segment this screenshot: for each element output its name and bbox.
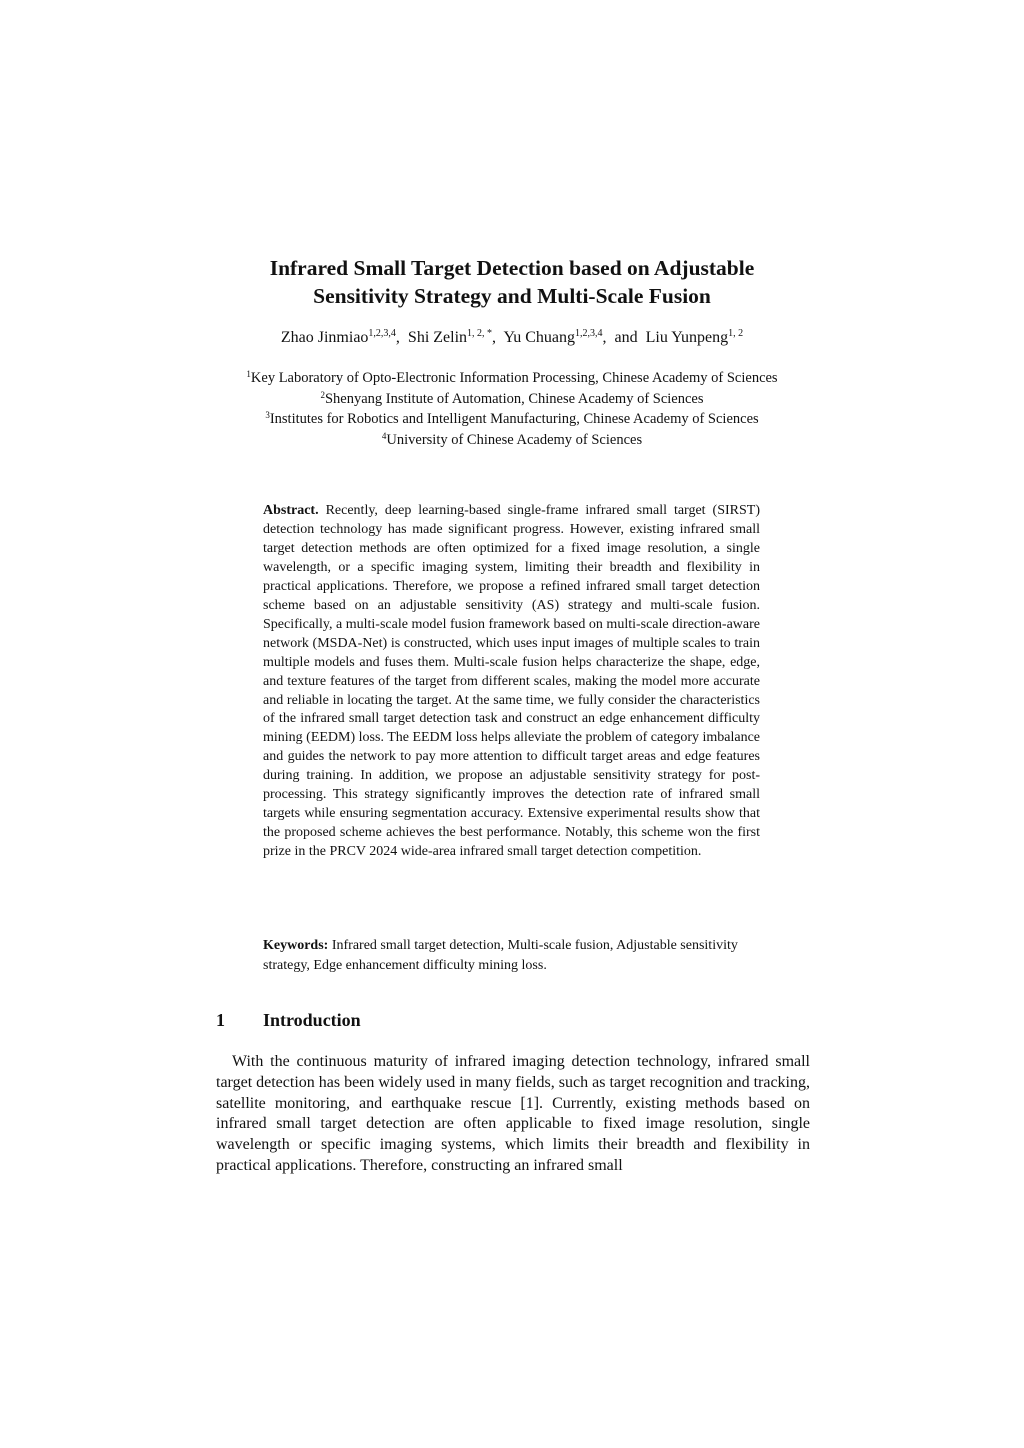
title-line-1: Infrared Small Target Detection based on Adjustable (269, 256, 755, 280)
section-heading-introduction (216, 1008, 361, 1032)
author-name: Shi Zelin (407, 329, 468, 346)
keywords-text: Infrared small target detection, Multi-scale fusion, Adjustable sensitivity strategy, Edge enhancement difficulty mining loss. (263, 938, 738, 973)
author-name: Zhao Jinmiao (280, 329, 369, 346)
paper-title (0, 254, 1024, 310)
affiliation-mark: 4 (381, 431, 387, 442)
author-conjunction: and (614, 329, 638, 346)
affiliation-text: Institutes for Robotics and Intelligent Manufacturing, Chinese Academy of Sciences (269, 411, 759, 428)
affiliation-line (0, 409, 1024, 430)
author-name: Yu Chuang (503, 329, 575, 346)
author-separator: , (492, 329, 497, 346)
affiliation-text: Key Laboratory of Opto-Electronic Information Processing, Chinese Academy of Sciences (250, 370, 778, 386)
section-number: 1 (216, 1010, 225, 1030)
author-affiliation-marks: 1, 2, * (467, 328, 493, 339)
section-title: Introduction (263, 1010, 361, 1030)
author-affiliation-marks: 1,2,3,4 (575, 328, 603, 339)
keywords (263, 936, 760, 975)
affiliation-mark: 3 (265, 410, 270, 421)
author-list (0, 327, 1024, 349)
affiliation-line (0, 368, 1024, 389)
affiliation-text: Shenyang Institute of Automation, Chinese Academy of Sciences (324, 390, 704, 407)
author-separator: , (395, 329, 400, 346)
affiliation-line (0, 430, 1024, 451)
keywords-label: Keywords: (263, 938, 329, 953)
affiliation-text: University of Chinese Academy of Sciences (386, 432, 643, 449)
abstract (263, 502, 760, 862)
author-affiliation-marks: 1, 2 (728, 328, 744, 339)
title-line-2: Sensitivity Strategy and Multi-Scale Fusion (313, 284, 711, 308)
author-name: Liu Yunpeng (645, 329, 729, 346)
affiliation-mark: 1 (246, 369, 251, 379)
introduction-paragraph: With the continuous maturity of infrared imaging detection technology, infrared small target detection has been widely used in many fields, such as target recognition and tracking, satellite monitoring, and earthquake rescue [1]. Currently, existing methods based on infrared small target detection are often applicable to fixed image resolution, single wavelength or specific imaging systems, which limits their breadth and flexibility in practical applications. Therefore, constructing an infrared small (216, 1053, 810, 1174)
author-separator: , (602, 329, 607, 346)
affiliation-list (0, 368, 1024, 451)
author-affiliation-marks: 1,2,3,4 (368, 328, 396, 339)
abstract-text: Recently, deep learning-based single-frame infrared small target (SIRST) detection technology has made significant progress. However, existing infrared small target detection methods are often optimized for a fixed image resolution, a single wavelength, or a specific imaging system, limiting their breadth and flexibility in practical applications. Therefore, we propose a refined infrared small target detection scheme based on an adjustable sensitivity (AS) strategy and multi-scale fusion. Specifically, a multi-scale model fusion framework based on multi-scale direction-aware network (MSDA-Net) is constructed, which uses input images of multiple scales to train multiple models and fuses them. Multi-scale fusion helps characterize the shape, edge, and texture features of the target from different scales, making the model more accurate and reliable in locating the target. At the same time, we fully consider the characteristics of the infrared small target detection task and construct an edge enhancement difficulty mining (EEDM) loss. The EEDM loss helps alleviate the problem of category imbalance and guides the network to pay more attention to difficult target areas and edge features during training. In addition, we propose an adjustable sensitivity strategy for post-processing. This strategy significantly improves the detection rate of infrared small targets while ensuring segmentation accuracy. Extensive experimental results show that the proposed scheme achieves the best performance. Notably, this scheme won the first prize in the PRCV 2024 wide-area infrared small target detection competition. (263, 503, 761, 860)
affiliation-line (0, 389, 1024, 410)
abstract-label: Abstract. (263, 503, 319, 518)
affiliation-mark: 2 (320, 389, 325, 400)
